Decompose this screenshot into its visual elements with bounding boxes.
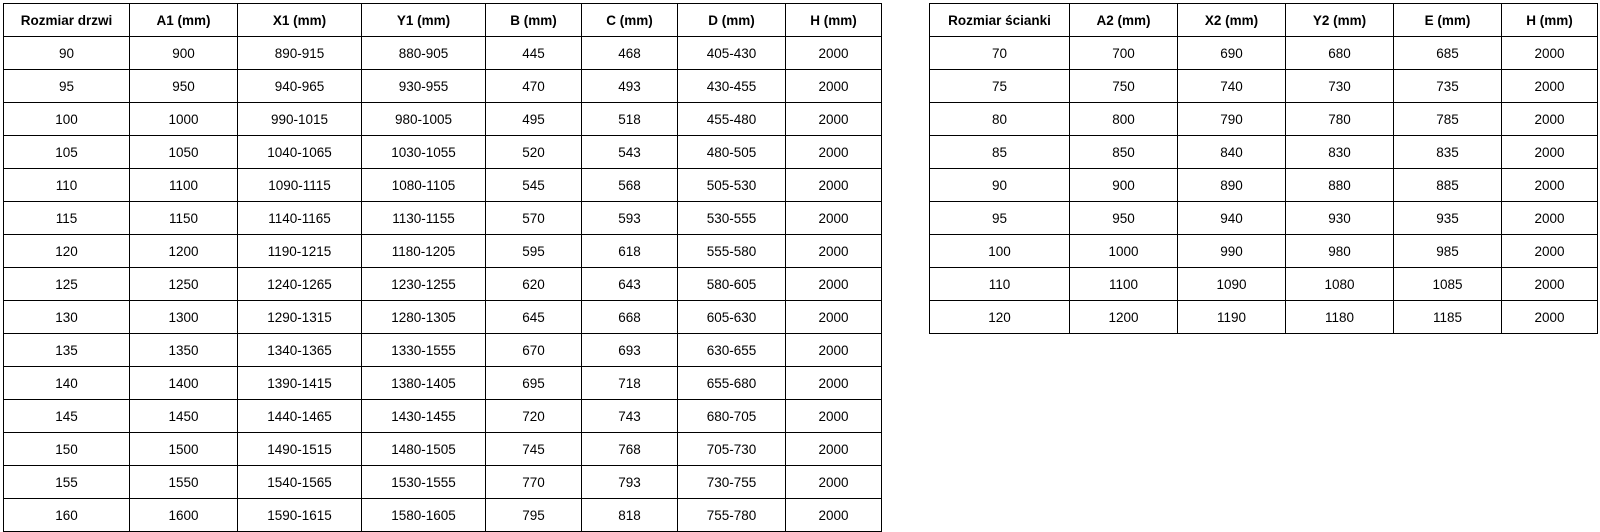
table-row (4, 400, 882, 433)
table-cell: 90 (4, 37, 130, 70)
table-cell: 643 (582, 268, 678, 301)
table-cell: 2000 (786, 103, 882, 136)
table-row (930, 235, 1598, 268)
table-cell: 493 (582, 70, 678, 103)
table-cell: 890 (1178, 169, 1286, 202)
table-cell: 840 (1178, 136, 1286, 169)
doors-table-header (4, 4, 882, 37)
table-cell: 670 (486, 334, 582, 367)
table-cell: 885 (1394, 169, 1502, 202)
table-cell: 940 (1178, 202, 1286, 235)
table-row (4, 268, 882, 301)
table-cell: 568 (582, 169, 678, 202)
table-cell: 1380-1405 (362, 367, 486, 400)
table-cell: 135 (4, 334, 130, 367)
table-cell: 505-530 (678, 169, 786, 202)
walls-size-table (929, 3, 1598, 334)
table-cell: 790 (1178, 103, 1286, 136)
table-cell: 2000 (786, 367, 882, 400)
table-cell: 120 (930, 301, 1070, 334)
table-cell: 1450 (130, 400, 238, 433)
table-cell: 1180-1205 (362, 235, 486, 268)
table-cell: 130 (4, 301, 130, 334)
table-cell: 1440-1465 (238, 400, 362, 433)
table-cell: 455-480 (678, 103, 786, 136)
table-cell: 2000 (786, 301, 882, 334)
column-header: Y2 (mm) (1286, 4, 1394, 37)
table-row (930, 70, 1598, 103)
table-cell: 1480-1505 (362, 433, 486, 466)
table-cell: 680 (1286, 37, 1394, 70)
doors-table-body (4, 37, 882, 532)
doors-size-table (3, 3, 882, 532)
table-cell: 95 (4, 70, 130, 103)
table-cell: 468 (582, 37, 678, 70)
table-cell: 880-905 (362, 37, 486, 70)
table-cell: 693 (582, 334, 678, 367)
table-cell: 2000 (786, 334, 882, 367)
table-cell: 930-955 (362, 70, 486, 103)
table-cell: 930 (1286, 202, 1394, 235)
table-cell: 1130-1155 (362, 202, 486, 235)
column-header: H (mm) (1502, 4, 1598, 37)
table-header-row (930, 4, 1598, 37)
table-cell: 785 (1394, 103, 1502, 136)
table-cell: 880 (1286, 169, 1394, 202)
table-cell: 985 (1394, 235, 1502, 268)
table-cell: 950 (1070, 202, 1178, 235)
table-cell: 2000 (786, 433, 882, 466)
column-header: X1 (mm) (238, 4, 362, 37)
table-cell: 1430-1455 (362, 400, 486, 433)
table-cell: 795 (486, 499, 582, 532)
table-cell: 1530-1555 (362, 466, 486, 499)
table-cell: 768 (582, 433, 678, 466)
table-cell: 685 (1394, 37, 1502, 70)
table-row (4, 136, 882, 169)
column-header: Rozmiar ścianki (930, 4, 1070, 37)
table-row (4, 202, 882, 235)
table-cell: 2000 (786, 268, 882, 301)
table-cell: 1240-1265 (238, 268, 362, 301)
table-cell: 495 (486, 103, 582, 136)
table-cell: 2000 (786, 169, 882, 202)
table-cell: 755-780 (678, 499, 786, 532)
column-header: H (mm) (786, 4, 882, 37)
table-cell: 900 (1070, 169, 1178, 202)
table-cell: 940-965 (238, 70, 362, 103)
table-cell: 620 (486, 268, 582, 301)
table-cell: 1090-1115 (238, 169, 362, 202)
table-cell: 2000 (1502, 169, 1598, 202)
table-row (4, 37, 882, 70)
column-header: X2 (mm) (1178, 4, 1286, 37)
table-cell: 555-580 (678, 235, 786, 268)
table-cell: 470 (486, 70, 582, 103)
column-header: A1 (mm) (130, 4, 238, 37)
table-row (4, 334, 882, 367)
table-cell: 1030-1055 (362, 136, 486, 169)
table-cell: 1550 (130, 466, 238, 499)
table-cell: 1580-1605 (362, 499, 486, 532)
table-cell: 740 (1178, 70, 1286, 103)
table-cell: 445 (486, 37, 582, 70)
table-cell: 1180 (1286, 301, 1394, 334)
column-header: E (mm) (1394, 4, 1502, 37)
table-cell: 1190 (1178, 301, 1286, 334)
table-cell: 545 (486, 169, 582, 202)
table-cell: 750 (1070, 70, 1178, 103)
table-cell: 680-705 (678, 400, 786, 433)
table-row (4, 499, 882, 532)
table-cell: 2000 (1502, 202, 1598, 235)
table-cell: 150 (4, 433, 130, 466)
table-cell: 1050 (130, 136, 238, 169)
table-cell: 618 (582, 235, 678, 268)
table-cell: 655-680 (678, 367, 786, 400)
table-cell: 120 (4, 235, 130, 268)
table-row (930, 103, 1598, 136)
table-cell: 2000 (786, 499, 882, 532)
table-cell: 1500 (130, 433, 238, 466)
table-cell: 1540-1565 (238, 466, 362, 499)
table-cell: 690 (1178, 37, 1286, 70)
table-cell: 1490-1515 (238, 433, 362, 466)
table-cell: 743 (582, 400, 678, 433)
table-cell: 1200 (1070, 301, 1178, 334)
table-cell: 2000 (786, 202, 882, 235)
table-cell: 1190-1215 (238, 235, 362, 268)
table-row (930, 301, 1598, 334)
table-cell: 720 (486, 400, 582, 433)
table-cell: 95 (930, 202, 1070, 235)
column-header: D (mm) (678, 4, 786, 37)
table-row (930, 169, 1598, 202)
table-cell: 110 (930, 268, 1070, 301)
table-cell: 950 (130, 70, 238, 103)
table-cell: 85 (930, 136, 1070, 169)
table-cell: 543 (582, 136, 678, 169)
walls-table-header (930, 4, 1598, 37)
table-cell: 1085 (1394, 268, 1502, 301)
table-row (4, 367, 882, 400)
table-cell: 2000 (786, 136, 882, 169)
table-cell: 595 (486, 235, 582, 268)
table-cell: 1600 (130, 499, 238, 532)
column-header: A2 (mm) (1070, 4, 1178, 37)
table-row (4, 103, 882, 136)
walls-size-table-container (929, 3, 1598, 334)
table-cell: 718 (582, 367, 678, 400)
table-row (4, 433, 882, 466)
table-cell: 1340-1365 (238, 334, 362, 367)
table-cell: 668 (582, 301, 678, 334)
table-cell: 2000 (1502, 37, 1598, 70)
table-cell: 2000 (1502, 70, 1598, 103)
table-cell: 2000 (1502, 235, 1598, 268)
table-row (4, 70, 882, 103)
table-cell: 2000 (786, 400, 882, 433)
table-cell: 1000 (1070, 235, 1178, 268)
table-cell: 695 (486, 367, 582, 400)
table-cell: 770 (486, 466, 582, 499)
table-cell: 1080-1105 (362, 169, 486, 202)
table-row (930, 37, 1598, 70)
doors-size-table-container (3, 3, 882, 532)
table-cell: 800 (1070, 103, 1178, 136)
table-cell: 1590-1615 (238, 499, 362, 532)
walls-table-body (930, 37, 1598, 334)
table-cell: 75 (930, 70, 1070, 103)
table-cell: 1290-1315 (238, 301, 362, 334)
table-cell: 1100 (130, 169, 238, 202)
table-cell: 900 (130, 37, 238, 70)
table-cell: 735 (1394, 70, 1502, 103)
table-cell: 145 (4, 400, 130, 433)
table-cell: 980 (1286, 235, 1394, 268)
column-header: B (mm) (486, 4, 582, 37)
table-row (930, 136, 1598, 169)
table-cell: 2000 (1502, 136, 1598, 169)
table-cell: 140 (4, 367, 130, 400)
table-cell: 705-730 (678, 433, 786, 466)
table-cell: 1250 (130, 268, 238, 301)
table-cell: 2000 (1502, 268, 1598, 301)
table-cell: 1400 (130, 367, 238, 400)
table-cell: 100 (930, 235, 1070, 268)
table-cell: 570 (486, 202, 582, 235)
table-cell: 1040-1065 (238, 136, 362, 169)
column-header: Rozmiar drzwi (4, 4, 130, 37)
table-cell: 850 (1070, 136, 1178, 169)
table-cell: 110 (4, 169, 130, 202)
table-cell: 700 (1070, 37, 1178, 70)
table-cell: 830 (1286, 136, 1394, 169)
table-cell: 1080 (1286, 268, 1394, 301)
table-cell: 1140-1165 (238, 202, 362, 235)
table-cell: 1200 (130, 235, 238, 268)
table-cell: 980-1005 (362, 103, 486, 136)
table-cell: 890-915 (238, 37, 362, 70)
table-cell: 70 (930, 37, 1070, 70)
table-cell: 2000 (786, 466, 882, 499)
table-cell: 80 (930, 103, 1070, 136)
table-row (4, 301, 882, 334)
table-header-row (4, 4, 882, 37)
column-header: C (mm) (582, 4, 678, 37)
table-cell: 105 (4, 136, 130, 169)
table-cell: 1185 (1394, 301, 1502, 334)
table-cell: 1230-1255 (362, 268, 486, 301)
table-cell: 2000 (786, 37, 882, 70)
table-cell: 730 (1286, 70, 1394, 103)
table-row (4, 235, 882, 268)
table-cell: 1090 (1178, 268, 1286, 301)
table-cell: 990-1015 (238, 103, 362, 136)
table-cell: 1390-1415 (238, 367, 362, 400)
table-cell: 1330-1555 (362, 334, 486, 367)
table-cell: 1350 (130, 334, 238, 367)
table-cell: 115 (4, 202, 130, 235)
table-cell: 480-505 (678, 136, 786, 169)
table-cell: 1150 (130, 202, 238, 235)
table-cell: 125 (4, 268, 130, 301)
table-cell: 520 (486, 136, 582, 169)
table-cell: 990 (1178, 235, 1286, 268)
table-cell: 793 (582, 466, 678, 499)
table-row (930, 268, 1598, 301)
table-cell: 593 (582, 202, 678, 235)
table-cell: 1000 (130, 103, 238, 136)
table-cell: 1300 (130, 301, 238, 334)
table-cell: 155 (4, 466, 130, 499)
table-cell: 160 (4, 499, 130, 532)
table-cell: 518 (582, 103, 678, 136)
table-cell: 745 (486, 433, 582, 466)
table-cell: 2000 (1502, 301, 1598, 334)
table-cell: 1280-1305 (362, 301, 486, 334)
table-cell: 2000 (1502, 103, 1598, 136)
table-cell: 935 (1394, 202, 1502, 235)
table-cell: 430-455 (678, 70, 786, 103)
table-cell: 645 (486, 301, 582, 334)
table-cell: 405-430 (678, 37, 786, 70)
table-row (930, 202, 1598, 235)
table-cell: 530-555 (678, 202, 786, 235)
table-cell: 730-755 (678, 466, 786, 499)
column-header: Y1 (mm) (362, 4, 486, 37)
table-row (4, 466, 882, 499)
table-cell: 835 (1394, 136, 1502, 169)
table-row (4, 169, 882, 202)
table-cell: 2000 (786, 235, 882, 268)
table-cell: 630-655 (678, 334, 786, 367)
table-cell: 1100 (1070, 268, 1178, 301)
table-cell: 818 (582, 499, 678, 532)
table-cell: 90 (930, 169, 1070, 202)
table-cell: 2000 (786, 70, 882, 103)
table-cell: 580-605 (678, 268, 786, 301)
table-cell: 780 (1286, 103, 1394, 136)
table-cell: 605-630 (678, 301, 786, 334)
table-cell: 100 (4, 103, 130, 136)
